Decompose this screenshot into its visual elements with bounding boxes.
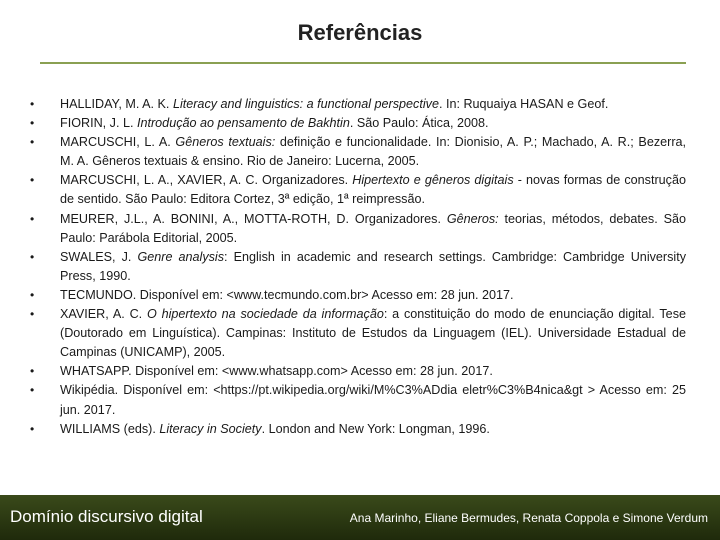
reference-text: XAVIER, A. C. [60,307,147,322]
reference-item [30,420,686,439]
reference-item [30,210,686,248]
reference-item [30,95,686,114]
reference-text: MARCUSCHI, L. A. [60,135,176,150]
reference-text: . São Paulo: Ática, 2008. [349,116,489,131]
reference-title: Gêneros textuais: [175,135,276,150]
reference-item [30,133,686,171]
reference-item [30,248,686,286]
reference-title: O hipertexto na sociedade da informação [146,307,384,322]
reference-text: teorias, métodos, debates. São Paulo: Parábola Editorial, 2005. [60,211,686,245]
reference-text: TECMUNDO. Disponível em: <www.tecmundo.com.br> Acesso em: 28 jun. 2017. [60,287,514,302]
reference-text: Wikipédia. Disponível em: <https://pt.wikipedia.org/wiki/M%C3%ADdia eletr%C3%B4nica&gt > Acesso em: 25 jun. 2017. [60,383,686,417]
reference-title: Genre analysis [137,249,225,264]
reference-text: . London and New York: Longman, 1996. [261,421,490,436]
reference-title: Hipertexto e gêneros digitais [352,173,514,188]
reference-title: Literacy and linguistics: a functional perspective [172,97,439,111]
reference-title: Gêneros: [446,211,499,226]
reference-item [30,381,686,419]
reference-text: definição e funcionalidade. In: Dionisio, A. P.; Machado, A. R.; Bezerra, M. A. Gêneros textuais & ensino. Rio de Janeiro: Lucerna, 2005. [60,135,687,169]
footer-topic: Domínio discursivo digital [10,507,203,526]
reference-text: FIORIN, J. L. [60,116,137,131]
slide-title: Referências [297,20,423,45]
reference-item [30,305,686,362]
reference-text: . In: Ruquaiya HASAN e Geof. [438,97,609,111]
reference-item [30,171,686,209]
reference-text: MARCUSCHI, L. A., XAVIER, A. C. Organizadores. [60,173,353,188]
reference-title: Literacy in Society [159,421,262,436]
reference-text: MEURER, J.L., A. BONINI, A., MOTTA-ROTH, D. Organizadores. [60,211,447,226]
reference-item [30,286,686,305]
reference-text: WHATSAPP. Disponível em: <www.whatsapp.com> Acesso em: 28 jun. 2017. [60,364,493,379]
reference-text: : a constituição do modo de enunciação digital. Tese (Doutorado em Linguística). Campinas: Instituto de Estudos da Linguagem (IEL). Universidade Estadual de Campinas (UNICAMP), 2005. [60,307,686,360]
reference-text: SWALES, J. [60,249,138,264]
footer-authors: Ana Marinho, Eliane Bermudes, Renata Coppola e Simone Verdum [349,511,708,525]
reference-title: Introdução ao pensamento de Bakhtin [136,116,350,131]
title-divider [40,62,686,64]
reference-item [30,114,686,133]
reference-text: WILLIAMS (eds). [60,421,160,436]
reference-text: HALLIDAY, M. A. K. [60,97,173,111]
footer-bar [0,495,720,540]
reference-item [30,362,686,381]
reference-text: : English in academic and research settings. Cambridge: Cambridge University Press, 1990. [60,249,686,283]
reference-text: - novas formas de construção de sentido. São Paulo: Editora Cortez, 3ª edição, 1ª reimpressão. [60,173,686,207]
reference-list [30,95,686,439]
